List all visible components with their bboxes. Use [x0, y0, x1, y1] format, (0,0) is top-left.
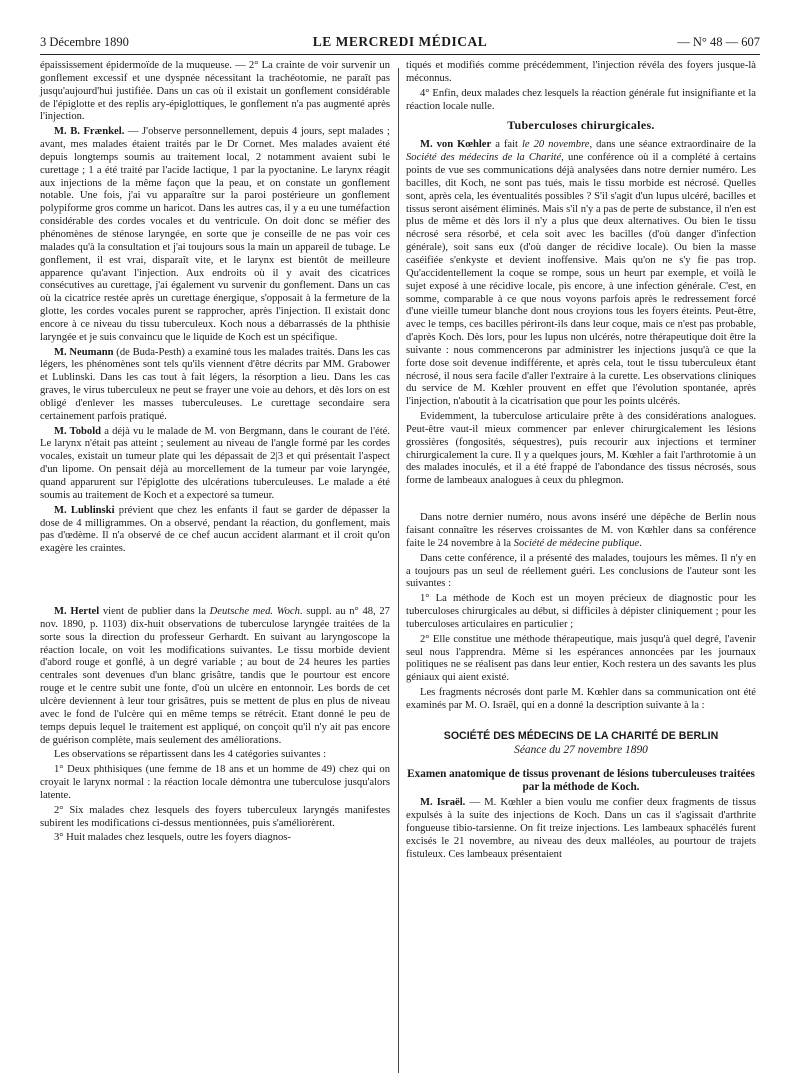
text-koehler-a: a fait — [491, 139, 522, 151]
text-koehler-c: , une conférence où il a complété à certains points de vue ses communications déjà analysées dans notre dernier numéro. Les bacilles, dit Koch, ne sont pas tués, mais le tissu morbide est nécrosé. Quelles sont, après cela, les éventualités possibles ? S'il s'agit d'un lupus ulcéré, bacilles et tissus seront aisément éliminés. Mais s'il n'y a pas de perte de substance, il n'en est plus de même et dès lors il n'y a plus que deux alternatives. Ou bien le tissu nécrosé sera résorbé, et cela soit avec les bacilles (d'où danger d'infection générale), soit sans eux (d'où danger de récidive locale). Ou bien la masse caséifiée s'enkyste et devient inoffensive. Mais qu'on ne s'y fie pas trop. Qu'accidentellement la coque se rompe, sous un heurt par exemple, et voilà le sujet exposé à une récidive locale, pis encore, à une infection générale. C'est, en somme, comparable à ce que nous voyons parfois après le redressement forcé d'une vieille tumeur blanche dont nous croyions tous les foyers éteints. Peut-être, avec le temps, ces bacilles périront-ils dans leur coque, mais ce n'est pas probable, d'après Koch. Dès lors, pour les lupus non ulcérés, notre thérapeutique doit être la suivante : nous commencerons par administrer les injections jusqu'à ce que la forte dose soit devenue indifférente, et après cela, tout le tissu tuberculeux étant nécrosé, il nous sera facile d'aller l'extraire à la curette. Les observations cliniques du service de M. Kœhler prouvent en effet que l'évolution spontanée, après l'injection, n'aboutit à la cicatrisation que pour les points ulcérés. — [406, 152, 756, 408]
paragraph-koehler — [406, 139, 756, 409]
section-gap — [406, 715, 756, 729]
paragraph-evidemment: Evidemment, la tuberculose articulaire prête à des considérations analogues. Peut-être vaut-il mieux commencer par enlever chirurgicalement les lésions grossières (fongosités, séquestres), puis recourir aux injections et terminer chirurgicalement la cure. Il y a quelques jours, M. Kœhler a fait l'arthrotomie à un des malades inoculés, et il a été frappé de l'abondance des tissus nécrosés, sous forme de lambeaux analogues à ceux du phlegmon. — [406, 411, 756, 487]
speaker-name-hertel: M. Hertel — [54, 606, 100, 618]
journal-title: LE MERCREDI MÉDICAL — [312, 34, 488, 49]
paragraph-conclusion-2: 2° Elle constitue une méthode thérapeutique, mais jusqu'à quel degré, l'avenir seul nous l'apprendra. Même si les espérances annoncées par les journaux politiques ne se réalisent pas dans leur entier, Koch restera un des savants les plus géniaux qui aient existé. — [406, 633, 756, 684]
text-israel: — M. Kœhler a bien voulu me confier deux fragments de tissus expulsés à la suite des injections de Koch. Dans un cas il s'agissait d'arthrite fongueuse tibio-tarsienne. On fit treize injections. Les lambeaux sphacélés furent excisés le 21 novembre, au niveau des deux malléoles, au pourtour de trajets fistuleux. Ces lambeaux présentaient — [406, 797, 756, 860]
conference-date: le 20 novembre — [521, 139, 590, 151]
paragraph-category-4: 4° Enfin, deux malades chez lesquels la réaction générale fut insignifiante et la réaction locale nulle. — [406, 87, 756, 112]
text-lublinski: prévient que chez les enfants il faut se garder de dépasser la dose de 4 milligrammes. On a observé, pendant la réaction, du gonflement, mais pas d'œdème. Il n'a observé de ce chef aucun accident alarmant et il croit qu'on exagère les craintes. — [40, 504, 390, 555]
paragraph-categories: Les observations se répartissent dans les 4 catégories suivantes : — [54, 749, 327, 761]
text-fraenkel: — J'observe personnellement, depuis 4 jours, sept malades ; avant, mes malades étaient traités par le Dr Cornet. Mes malades avaient été depuis longtemps soumis au traitement local, 2 notamment avaient subi le curettage ; 1 a été traité par l'acide lactique, 1 par la pyoctanine. Le larynx réagit aux injections de la même façon que la peau, et on constate un gonflement notable. Une fois, j'ai vu apparaître sur la paroi postérieure un gonflement polypiforme gros comme un haricot. Dans les autres cas, il y a eu une tuméfaction considérable des cordes vocales et du ventricule. On doit donc se méfier des phénomènes de sténose laryngée, en sorte que je conseille de ne pas voir ces malades qu'à la consultation et j'ai toujours sous la main un appareil de tubage. Le gonflement, il est vrai, disparaît vite, et le larynx est bientôt de meilleure apparence qu'avant l'injection. Aux endroits où il y avait des cicatrices consécutives au curettage, j'ai également vu survenir du gonflement. Dans un cas où la cicatrice restée après un curettage énergique, s'opposait à la fermeture de la glotte, les cordes vocales purent se rapprocher, après l'injection. Il existait donc encore à ce niveau du tissu tuberculeux. Koch nous a débarrassés de la phthisie laryngée et je suis convaincu que le liquide de Koch est un spécifique. — [40, 126, 391, 343]
text-dans-b: . — [639, 537, 642, 549]
text-koehler-b: , dans une séance extraordinaire de la — [589, 139, 756, 151]
paragraph-continuation: tiqués et modifiés comme précédemment, l'injection révéla des foyers jusque-là méconnus. — [406, 60, 756, 84]
paragraph-neumann — [40, 347, 390, 424]
section-gap — [406, 490, 756, 512]
society-reference: Société des médecins de la Charité — [406, 152, 562, 164]
column-divider — [398, 68, 399, 1073]
paragraph-fraenkel — [40, 126, 390, 344]
paragraph-tobold — [40, 426, 390, 503]
speaker-name-koehler: M. von Kœhler — [420, 139, 492, 151]
paragraph-category-1: 1° Deux phthisiques (une femme de 18 ans et un homme de 49) chez qui on croyait le larynx normal : la réaction locale démontra une tuberculose jusqu'alors latente. — [40, 764, 390, 801]
speaker-name-fraenkel: M. B. Frænkel. — [54, 126, 125, 138]
text-dans-a: Dans notre dernier numéro, nous avons inséré une dépêche de Berlin nous faisant connaître les réserves croissantes de M. von Kœhler dans sa conférence faite le 24 novembre à la — [406, 512, 756, 549]
text-hertel-a: vient de publier dans la — [99, 606, 210, 618]
left-column — [40, 60, 390, 847]
speaker-name-lublinski: M. Lublinski — [54, 504, 115, 516]
paragraph-conclusion-1: 1° La méthode de Koch est un moyen précieux de diagnostic pour les tuberculoses chirurgicales au début, si difficiles à dépister cliniquement ; pour les tuberculoses articulaires en particulier ; — [406, 593, 756, 630]
society-title: SOCIÉTÉ DES MÉDECINS DE LA CHARITÉ DE BERLIN — [443, 729, 719, 742]
issue-date: 3 Décembre 1890 — [40, 35, 129, 49]
paragraph-category-2: 2° Six malades chez lesquels des foyers tuberculeux laryngés manifestes subirent les modifications ci-dessus mentionnées, puis s'améliorèrent. — [40, 804, 390, 829]
society-session-date: Séance du 27 novembre 1890 — [514, 743, 648, 756]
page-header — [40, 32, 760, 52]
speaker-name-neumann: M. Neumann — [54, 346, 114, 358]
text-hertel-b: . suppl. au n° 48, 27 nov. 1890, p. 1103) dix-huit observations de tuberculose laryngée traitées de la sorte sous la direction du professeur Gerhardt. En suivant au laryngoscope la réaction locale, on voit les modifications suivantes. Le tissu morbide devient d'abord rouge et gonflé, à un degré variable ; au bout de 24 heures les parties centrales sont devenues d'un blanc grisâtre, tandis que le pourtour est encore rouge et le centre subit une fonte, d'où un ulcère en entonnoir. Les bords de cet ulcère deviennent à leur tour grisâtres, puis se mettent de plus en plus de niveau avec le fond de l'ulcère qui en même temps se rétrécit. Etant donné le peu de temps depuis lequel le traitement est appliqué, on conçoit qu'il n'y ait pas encore de guérison complète, mais seulement des améliorations. — [40, 606, 390, 746]
right-column — [406, 60, 756, 864]
paragraph-category-3: 3° Huit malades chez lesquels, outre les foyers diagnos- — [54, 832, 291, 844]
journal-reference: Deutsche med. Woch — [209, 606, 300, 618]
paragraph-israel — [406, 797, 756, 861]
paragraph-dernier-numero — [406, 512, 756, 551]
article-title: Examen anatomique de tissus provenant de lésions tuberculeuses traitées par la méthode de Koch. — [407, 767, 755, 793]
paragraph-conference: Dans cette conférence, il a présenté des malades, toujours les mêmes. Il n'y en a toujours pas un seul de réellement guéri. Les conclusions de l'auteur sont les suivantes : — [406, 552, 756, 590]
text-neumann: (de Buda-Pesth) a examiné tous les malades traités. Dans les cas légers, les phénomènes sont tels qu'ils viennent d'être décrits par MM. Grabower et Lublinski. Dans les cas tout à fait légers, la résorption a lieu. Dans les cas graves, le virus tuberculeux ne peut se frayer une voie au dehors, et dès lors on est obligé d'enlever les masses tuberculeuses. Le curettage secondaire sera certainement parfois pratiqué. — [40, 346, 390, 422]
paragraph-intro: épaississement épidermoïde de la muqueuse. — 2° La crainte de voir survenir un gonflement excessif et une dyspnée nécessitant la trachéotomie, ne paraît pas jusqu'aujourd'hui justifiée. Dans un cas où il existait un gonflement considérable de l'épiglotte et des replis ary-épiglottiques, le gonflement n'a pas augmenté après l'injection. — [40, 60, 390, 123]
paragraph-fragments: Les fragments nécrosés dont parle M. Kœhler dans sa communication ont été examinés par M. O. Israël, qui en a donné la description suivante à la : — [406, 687, 756, 711]
header-rule — [40, 54, 760, 55]
paragraph-lublinski — [40, 505, 390, 556]
issue-number-page: — N° 48 — 607 — [677, 35, 760, 49]
paragraph-hertel — [40, 606, 390, 747]
text-tobold: a déjà vu le malade de M. von Bergmann, dans le courant de l'été. Le larynx n'était pas atteint ; seulement au niveau de l'angle formé par les cordes vocales, existait un tumeur plate qui les dépassait de 2|3 et qui présentait l'aspect d'un lipome. On pensait déjà au morcellement de la tumeur par voie laryngée, quand apparurent sur l'épiglotte des ulcérations tuberculeuses. Le malade a été soumis au traitement de Koch et a expectoré sa tumeur. — [40, 425, 390, 501]
society-reference-public: Société de médecine publique — [513, 537, 640, 549]
section-gap — [40, 558, 390, 606]
speaker-name-tobold: M. Tobold — [54, 425, 102, 437]
section-heading: Tuberculoses chirurgicales. — [507, 118, 655, 133]
speaker-name-israel: M. Israël. — [420, 797, 466, 809]
